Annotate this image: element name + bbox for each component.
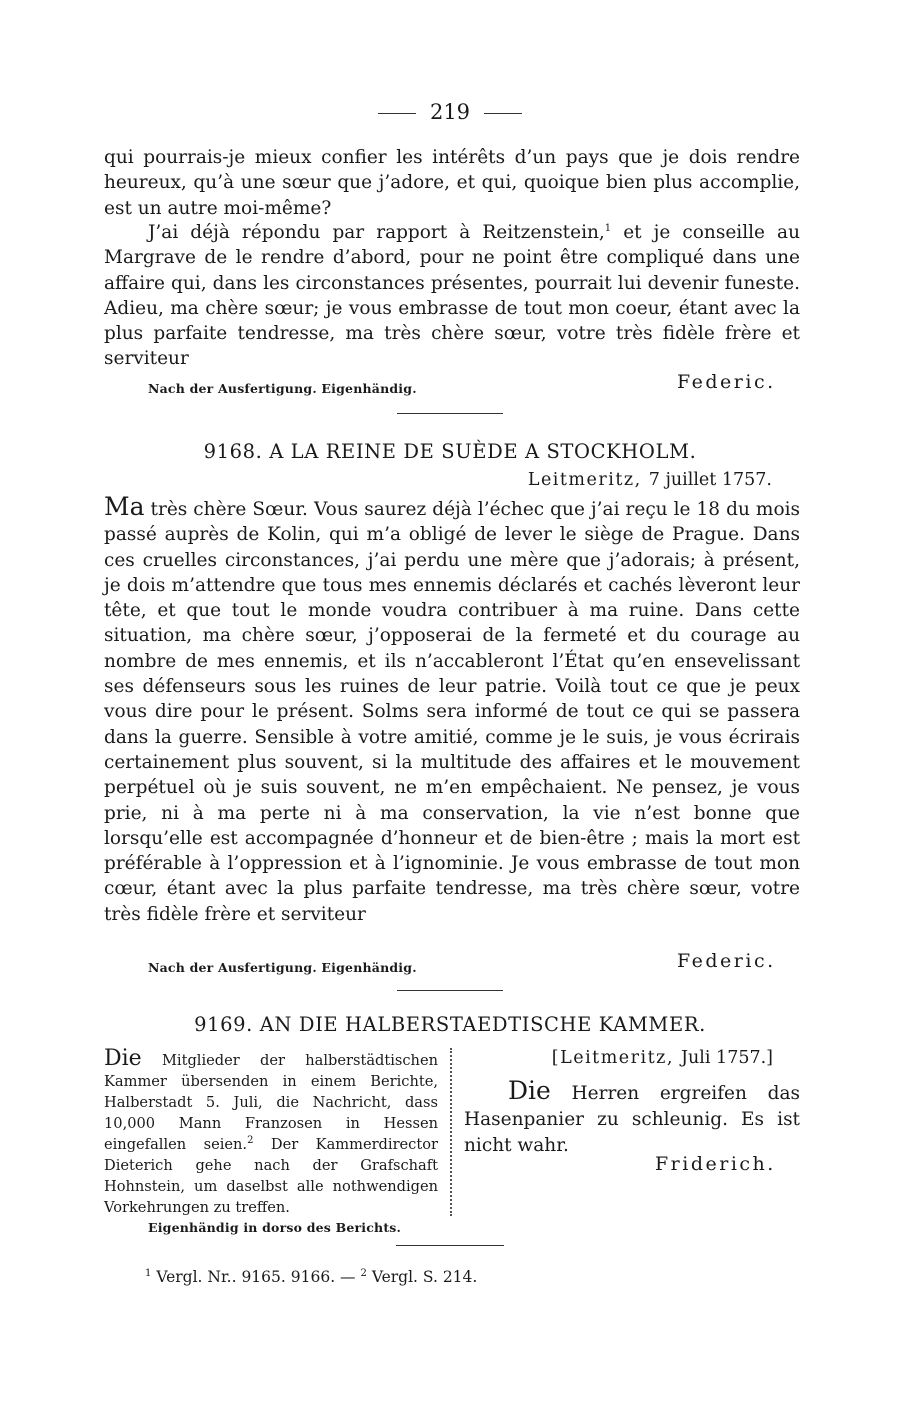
- column-divider: [450, 1048, 452, 1216]
- letter-9169-date-place: [Leitmeritz,: [551, 1048, 674, 1068]
- page-number-text: 219: [429, 100, 471, 124]
- letter-9169-left-text-a: Mitglieder der halberstädtischen Kammer übersenden in einem Berichte, Halberstadt 5. Juli, die Nachricht, dass 10,000 Mann Franzosen in Hessen eingefallen seien.: [104, 1052, 438, 1153]
- letter-prev-signature: Federic.: [677, 371, 776, 393]
- footnote-ref-1: 1: [604, 222, 612, 234]
- letter-9169-right-text: Herren ergreifen das Hasenpanier zu schleunig. Es ist nicht wahr.: [464, 1083, 800, 1156]
- letter-9169-source: Eigenhändig in dorso des Berichts.: [148, 1220, 402, 1235]
- page-number: [0, 100, 900, 124]
- letter-9169-right-initial: Die: [508, 1076, 551, 1105]
- letter-9168-date-day: 7 juillet 1757.: [648, 470, 772, 490]
- letter-9169-dateline: [552, 1048, 773, 1068]
- letter-9169-left-column: [104, 1048, 438, 1218]
- letter-prev-source: Nach der Ausfertigung. Eigenhändig.: [148, 381, 417, 396]
- page-number-rule-right: [484, 113, 522, 114]
- letter-9169-right-column: [464, 1078, 800, 1159]
- footnotes: [145, 1268, 477, 1286]
- letter-9168-date-place: Leitmeritz,: [527, 470, 642, 490]
- footnote-1-text: Vergl. Nr.. 9165. 9166. —: [156, 1268, 356, 1286]
- letter-9168-body: [104, 494, 800, 927]
- letter-9168-initial: Ma: [104, 492, 145, 521]
- letter-9168-heading: 9168. A LA REINE DE SUÈDE A STOCKHOLM.: [203, 440, 697, 463]
- page-number-rule-left: [378, 113, 416, 114]
- letter-9169-heading: 9169. AN DIE HALBERSTAEDTISCHE KAMMER.: [194, 1013, 706, 1036]
- letter-prev-text-2a: J’ai déjà répondu par rapport à Reitzenstein,: [148, 222, 605, 243]
- letter-9169-date-day: Juli 1757.]: [681, 1048, 773, 1068]
- separator-1: [397, 413, 503, 414]
- letter-prev-paragraph-2: [104, 220, 800, 372]
- letter-prev-text-1: qui pourrais-je mieux confier les intérêts d’un pays que je dois rendre heureux, qu’à une sœur que j’adore, et qui, quoique bien plus accomplie, est un autre moi-même?: [104, 147, 800, 219]
- separator-3: [396, 1245, 504, 1246]
- footnote-ref-2: 2: [247, 1135, 254, 1147]
- letter-9169-left-initial: Die: [104, 1046, 142, 1071]
- footnote-2-mark: 2: [360, 1267, 367, 1279]
- letter-prev-paragraph-1: [104, 145, 800, 221]
- letter-9169-left-text-b: Der Kammerdirector Dieterich gehe nach der Grafschaft Hohnstein, um daselbst alle nothwendigen Vorkehrungen zu treffen.: [104, 1136, 438, 1216]
- letter-9168-text: très chère Sœur. Vous saurez déjà l’échec que j’ai reçu le 18 du mois passé auprès de Kolin, qui m’a obligé de lever le siège de Prague. Dans ces cruelles circonstances, j’ai perdu une mère que j’adorais; à présent, je dois m’attendre que tous mes ennemis déclarés et cachés lèveront leur tête, et que tout le monde voudra contribuer à ma ruine. Dans cette situation, ma chère sœur, j’opposerai de la fermeté et du courage au nombre de mes ennemis, et ils n’accableront l’État qu’en ensevelissant ses défenseurs sous les ruines de leur patrie. Voilà tout ce que je peux vous dire pour le présent. Solms sera informé de tout ce qui se passera dans la guerre. Sensible à votre amitié, comme je le suis, je vous écrirais certainement plus souvent, si la multitude des affaires et le mouvement perpétuel où je suis souvent, ne m’en empêchaient. Ne pensez, je vous prie, ni à ma perte ni à ma conservation, la vie n’est bonne que lorsqu’elle est accompagnée d’honneur et de bien-être ; mais la mort est préférable à l’oppression et à l’ignominie. Je vous embrasse de tout mon cœur, étant avec la plus parfaite tendresse, ma très chère sœur, votre très fidèle frère et serviteur: [104, 499, 800, 925]
- letter-prev-text-2b: et je conseille au Margrave de le rendre d’abord, pour ne point être compliqué dans une affaire qui, dans les circonstances présentes, pourrait lui devenir funeste. Adieu, ma chère sœur; je vous embrasse de tout mon coeur, étant avec la plus parfaite tendresse, ma très chère sœur, votre très fidèle frère et serviteur: [104, 222, 800, 370]
- letter-9169-signature: Friderich.: [655, 1153, 776, 1175]
- footnote-1-mark: 1: [145, 1267, 152, 1279]
- letter-9168-signature: Federic.: [677, 950, 776, 972]
- letter-9168-dateline: [528, 470, 772, 490]
- letter-9168-source: Nach der Ausfertigung. Eigenhändig.: [148, 960, 417, 975]
- footnote-2-text: Vergl. S. 214.: [371, 1268, 478, 1286]
- separator-2: [397, 990, 503, 991]
